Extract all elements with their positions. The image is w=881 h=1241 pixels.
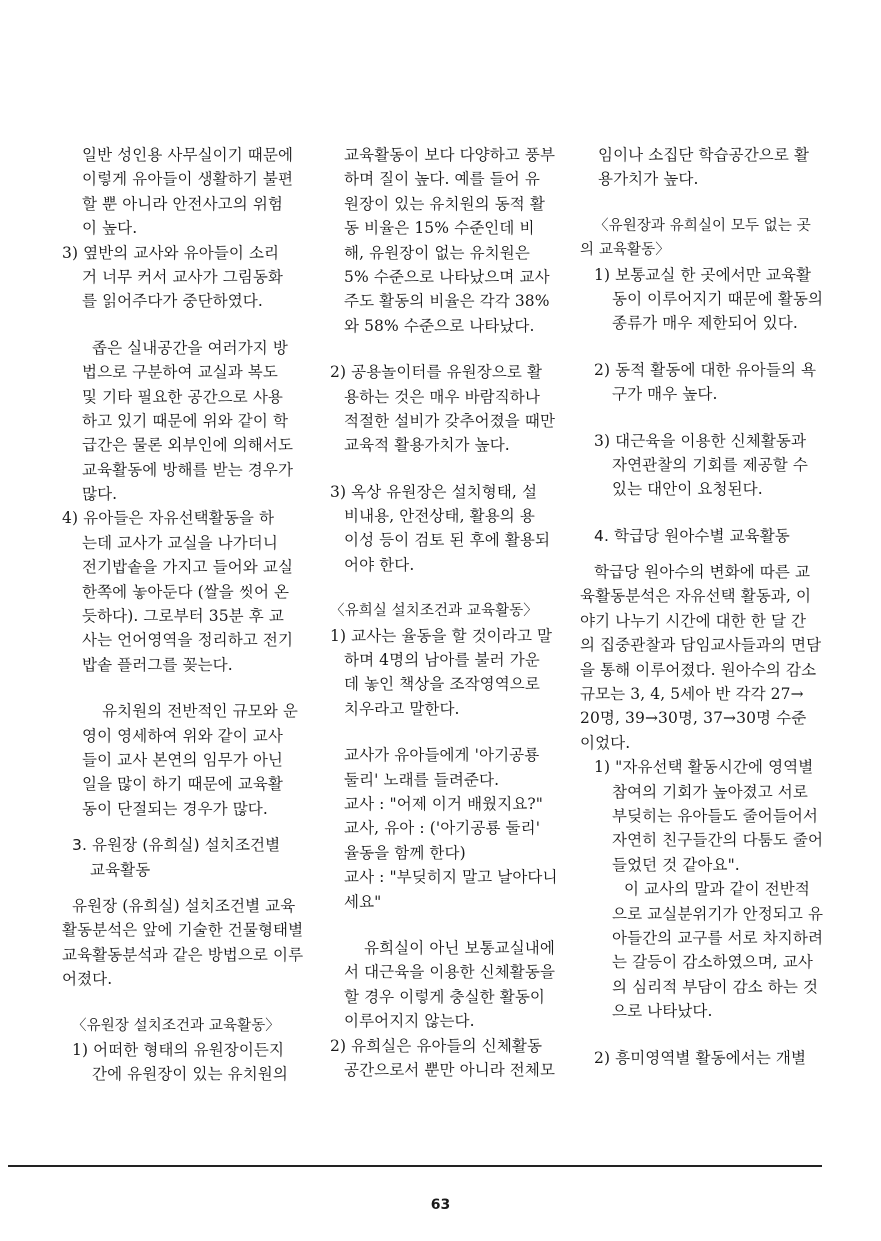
section-heading: 3. 유원장 (유희실) 설치조건별	[72, 836, 281, 855]
text-line: 유치원의 전반적인 규모와 운	[102, 702, 298, 721]
text-line: 급간은 물론 외부인에 의해서도	[82, 436, 294, 455]
page-number: 63	[430, 1197, 451, 1213]
text-line: 이 높다.	[82, 219, 138, 238]
text-line: 하며 질이 높다. 예를 들어 유	[344, 170, 540, 189]
text-line: 할 경우 이렇게 충실한 활동이	[344, 987, 545, 1006]
text-line: 규모는 3, 4, 5세아 반 각각 27→	[580, 685, 804, 704]
text-line: 어야 한다.	[344, 555, 415, 574]
text-line: 주도 활동의 비율은 각각 38%	[344, 292, 550, 311]
text-line: 이루어지지 않는다.	[344, 1012, 475, 1031]
text-line: 이었다.	[580, 733, 631, 752]
text-line: 2) 흥미영역별 활동에서는 개별	[594, 1048, 807, 1067]
text-line: 어졌다.	[62, 970, 113, 989]
text-line: 좁은 실내공간을 여러가지 방	[92, 338, 288, 357]
text-line: 용하는 것은 매우 바람직하나	[344, 387, 540, 406]
text-line: 5% 수준으로 나타났으며 교사	[344, 267, 550, 286]
text-line: 3) 옥상 유원장은 설치형태, 설	[330, 482, 538, 501]
text-line: 하며 4명의 남아를 불러 가운	[344, 651, 540, 670]
text-line: 교사가 유아들에게 '아기공룡	[344, 746, 540, 765]
text-line: 임이나 소집단 학습공간으로 활	[598, 146, 810, 164]
text-line: 많다.	[82, 485, 118, 504]
text-line: 전기밥솥을 가지고 들어와 교실	[82, 558, 294, 577]
text-line: 1) 교사는 율동을 할 것이라고 말	[330, 626, 553, 645]
text-line: 3) 대근육을 이용한 신체활동과	[594, 431, 807, 450]
text-line: 아들간의 교구를 서로 차지하려	[612, 928, 824, 947]
text-line: 법으로 구분하여 교실과 복도	[82, 363, 278, 382]
text-line: 동 비율은 15% 수준인데 비	[344, 219, 535, 238]
text-line: 2) 동적 활동에 대한 유아들의 욕	[594, 360, 817, 379]
text-line: 1) 어떠한 형태의 유원장이든지	[72, 1040, 285, 1059]
text-line: 율동을 함께 한다)	[344, 843, 466, 862]
text-line: 동이 이루어지기 때문에 활동의	[612, 289, 824, 308]
text-line: 1) 보통교실 한 곳에서만 교육활	[594, 265, 812, 284]
subsection-heading: 〈유희실 설치조건과 교육활동〉	[330, 603, 538, 620]
text-line: 으로 나타났다.	[612, 1002, 713, 1021]
text-line: 비내용, 안전상태, 활용의 용	[344, 507, 535, 526]
text-line: 20명, 39→30명, 37→30명 수준	[580, 709, 807, 728]
text-line: 원장이 있는 유치원의 동적 활	[344, 194, 545, 213]
text-line: 유희실이 아닌 보통교실내에	[364, 938, 555, 957]
subsection-heading: 〈유원장과 유희실이 모두 없는 곳	[594, 217, 811, 234]
text-column-2	[330, 143, 556, 1082]
text-line: 유원장 (유희실) 설치조건별 교육	[72, 896, 296, 915]
text-line: 하고 있기 때문에 위와 같이 학	[82, 411, 289, 430]
text-line: 교육적 활용가치가 높다.	[344, 436, 510, 455]
section-heading: 교육활동	[90, 860, 151, 879]
text-line: 이 교사의 말과 같이 전반적	[624, 880, 810, 899]
text-line: 치우라고 말한다.	[344, 699, 460, 718]
text-line: 자연히 친구들간의 다툼도 줄어	[612, 831, 824, 850]
text-line: 야기 나누기 시간에 대한 한 달 간	[580, 611, 807, 630]
text-line: 할 뿐 아니라 안전사고의 위험	[82, 194, 283, 213]
text-line: 는데 교사가 교실을 나가더니	[82, 533, 278, 552]
text-line: 3) 옆반의 교사와 유아들이 소리	[62, 243, 280, 262]
text-line: 이성 등이 검토 된 후에 활용되	[344, 531, 551, 550]
text-line: 부딪히는 유아들도 줄어들어서	[612, 806, 819, 825]
text-line: 교육활동이 보다 다양하고 풍부	[344, 146, 556, 164]
text-line: 듯하다). 그로부터 35분 후 교	[82, 607, 284, 626]
text-line: 1) "자유선택 활동시간에 영역별	[594, 758, 814, 777]
text-line: 2) 공용놀이터를 유원장으로 활	[330, 363, 543, 382]
text-line: 적절한 설비가 갖추어졌을 때만	[344, 411, 556, 430]
text-line: 해, 유원장이 없는 유치원은	[344, 243, 530, 262]
text-line: 구가 매우 높다.	[612, 385, 718, 404]
text-line: 참여의 기회가 높아졌고 서로	[612, 782, 808, 801]
subsection-heading: 의 교육활동〉	[580, 242, 670, 259]
text-line: 활동분석은 앞에 기술한 건물형태별	[62, 921, 304, 940]
text-line: 데 놓인 책상을 조작영역으로	[344, 675, 540, 694]
text-line: 용가치가 높다.	[598, 170, 699, 189]
text-line: 밥솥 플러그를 꽂는다.	[82, 655, 233, 674]
text-line: 간에 유원장이 있는 유치원의	[92, 1065, 288, 1084]
text-line: 영이 영세하여 위와 같이 교사	[82, 726, 283, 745]
text-column-3	[580, 143, 824, 1070]
text-line: 2) 유희실은 유아들의 신체활동	[330, 1036, 543, 1055]
text-line: 둘리' 노래를 들려준다.	[344, 770, 500, 789]
text-line: 한쪽에 놓아둔다 (쌀을 씻어 온	[82, 582, 290, 601]
text-line: 4) 유아들은 자유선택활동을 하	[62, 509, 275, 528]
footer-divider	[8, 1165, 822, 1167]
text-line: 종류가 매우 제한되어 있다.	[612, 314, 798, 333]
text-line: 공간으로서 뿐만 아니라 전체모	[344, 1060, 556, 1079]
text-line: 거 너무 커서 교사가 그림동화	[82, 267, 283, 286]
text-line: 사는 언어영역을 정리하고 전기	[82, 631, 294, 650]
text-line: 으로 교실분위기가 안정되고 유	[612, 904, 824, 923]
text-line: 일을 많이 하기 때문에 교육활	[82, 775, 283, 794]
text-line: 자연관찰의 기회를 제공할 수	[612, 455, 808, 474]
text-line: 및 기타 필요한 공간으로 사용	[82, 387, 283, 406]
section-heading: 4. 학급당 원아수별 교육활동	[594, 526, 790, 545]
text-line: 교육활동에 방해를 받는 경우가	[82, 460, 294, 479]
text-column-1	[62, 143, 304, 1087]
text-line: 를 읽어주다가 중단하였다.	[82, 292, 263, 311]
text-line: 의 심리적 부담이 감소 하는 것	[612, 977, 819, 996]
text-line: 교육활동분석과 같은 방법으로 이루	[62, 945, 304, 964]
text-line: 는 갈등이 감소하였으며, 교사	[612, 953, 813, 972]
text-line: 교사, 유아 : ('아기공룡 둘리'	[344, 819, 541, 838]
text-line: 있는 대안이 요청된다.	[612, 480, 763, 499]
text-line: 교사 : "부딪히지 말고 날아다니	[344, 868, 558, 887]
subsection-heading: 〈유원장 설치조건과 교육활동〉	[72, 1017, 280, 1034]
text-line: 들었던 것 같아요".	[612, 855, 740, 874]
text-line: 일반 성인용 사무실이기 때문에	[82, 146, 294, 164]
text-line: 와 58% 수준으로 나타났다.	[344, 316, 535, 335]
text-line: 교사 : "어제 이거 배웠지요?"	[344, 794, 544, 813]
text-line: 세요"	[344, 892, 382, 911]
text-line: 육활동분석은 자유선택 활동과, 이	[580, 587, 812, 606]
text-line: 서 대근육을 이용한 신체활동을	[344, 963, 556, 982]
text-line: 이렇게 유아들이 생활하기 불편	[82, 170, 294, 189]
text-line: 동이 단절되는 경우가 많다.	[82, 799, 268, 818]
text-line: 을 통해 이루어졌다. 원아수의 감소	[580, 660, 817, 679]
text-line: 들이 교사 본연의 임무가 아닌	[82, 750, 283, 769]
text-line: 학급당 원아수의 변화에 따른 교	[594, 563, 811, 582]
text-line: 의 집중관찰과 담임교사들과의 면담	[580, 636, 822, 655]
